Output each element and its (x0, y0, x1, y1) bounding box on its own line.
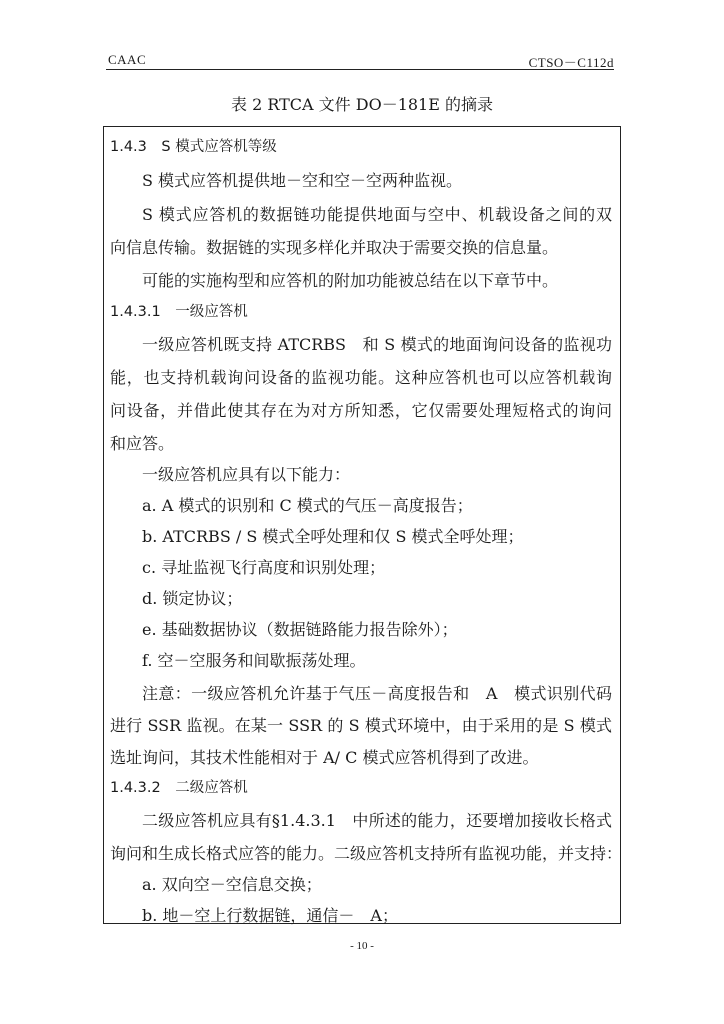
header-rule (106, 69, 614, 70)
list-item: a. 双向空－空信息交换； (142, 875, 322, 894)
list-item: b. ATCRBS / S 模式全呼处理和仅 S 模式全呼处理； (142, 527, 524, 546)
list-item: a. A 模式的识别和 C 模式的气压－高度报告； (142, 496, 473, 515)
list-item: b. 地－空上行数据链，通信－ A； (142, 906, 398, 925)
paragraph-line: 能，也支持机载询问设备的监视功能。这种应答机也可以应答机载询 (110, 368, 612, 387)
paragraph-line: S 模式应答机的数据链功能提供地面与空中、机载设备之间的双 (142, 205, 612, 224)
paragraph-line: 一级应答机既支持 ATCRBS 和 S 模式的地面询问设备的监视功 (142, 335, 612, 354)
list-item: d. 锁定协议； (142, 589, 243, 608)
paragraph-line: 二级应答机应具有§1.4.3.1 中所述的能力，还要增加接收长格式 (142, 811, 612, 830)
paragraph-line: 可能的实施构型和应答机的附加功能被总结在以下章节中。 (142, 271, 559, 290)
paragraph-line: 一级应答机应具有以下能力： (142, 465, 351, 484)
note-line: 注意：一级应答机允许基于气压－高度报告和 A 模式识别代码 (142, 684, 612, 703)
page-number: - 10 - (350, 940, 374, 952)
paragraph-line: 向信息传输。数据链的实现多样化并取决于需要交换的信息量。 (110, 238, 559, 257)
paragraph-line: 问设备，并借此使其存在为对方所知悉，它仅需要处理短格式的询问 (110, 401, 612, 420)
header-doc-id: CTSO－C112d (528, 55, 614, 70)
list-item: c. 寻址监视飞行高度和识别处理； (142, 558, 386, 577)
paragraph-line: 询问和生成长格式应答的能力。二级应答机支持所有监视功能，并支持： (110, 844, 623, 863)
note-line: 进行 SSR 监视。在某一 SSR 的 S 模式环境中，由于采用的是 S 模式 (110, 716, 612, 735)
paragraph-line: S 模式应答机提供地－空和空－空两种监视。 (142, 171, 463, 190)
header-org: CAAC (108, 52, 147, 67)
list-item: f. 空－空服务和间歇振荡处理。 (142, 651, 366, 670)
section-heading-1-4-3: 1.4.3 S 模式应答机等级 (110, 139, 277, 155)
note-line: 选址询问，其技术性能相对于 A/ C 模式应答机得到了改进。 (110, 748, 539, 767)
list-item: e. 基础数据协议（数据链路能力报告除外）； (142, 620, 458, 639)
paragraph-line: 和应答。 (110, 434, 175, 453)
section-heading-1-4-3-2: 1.4.3.2 二级应答机 (110, 780, 248, 796)
section-heading-1-4-3-1: 1.4.3.1 一级应答机 (110, 304, 248, 320)
table-title: 表 2 RTCA 文件 DO－181E 的摘录 (230, 95, 493, 114)
